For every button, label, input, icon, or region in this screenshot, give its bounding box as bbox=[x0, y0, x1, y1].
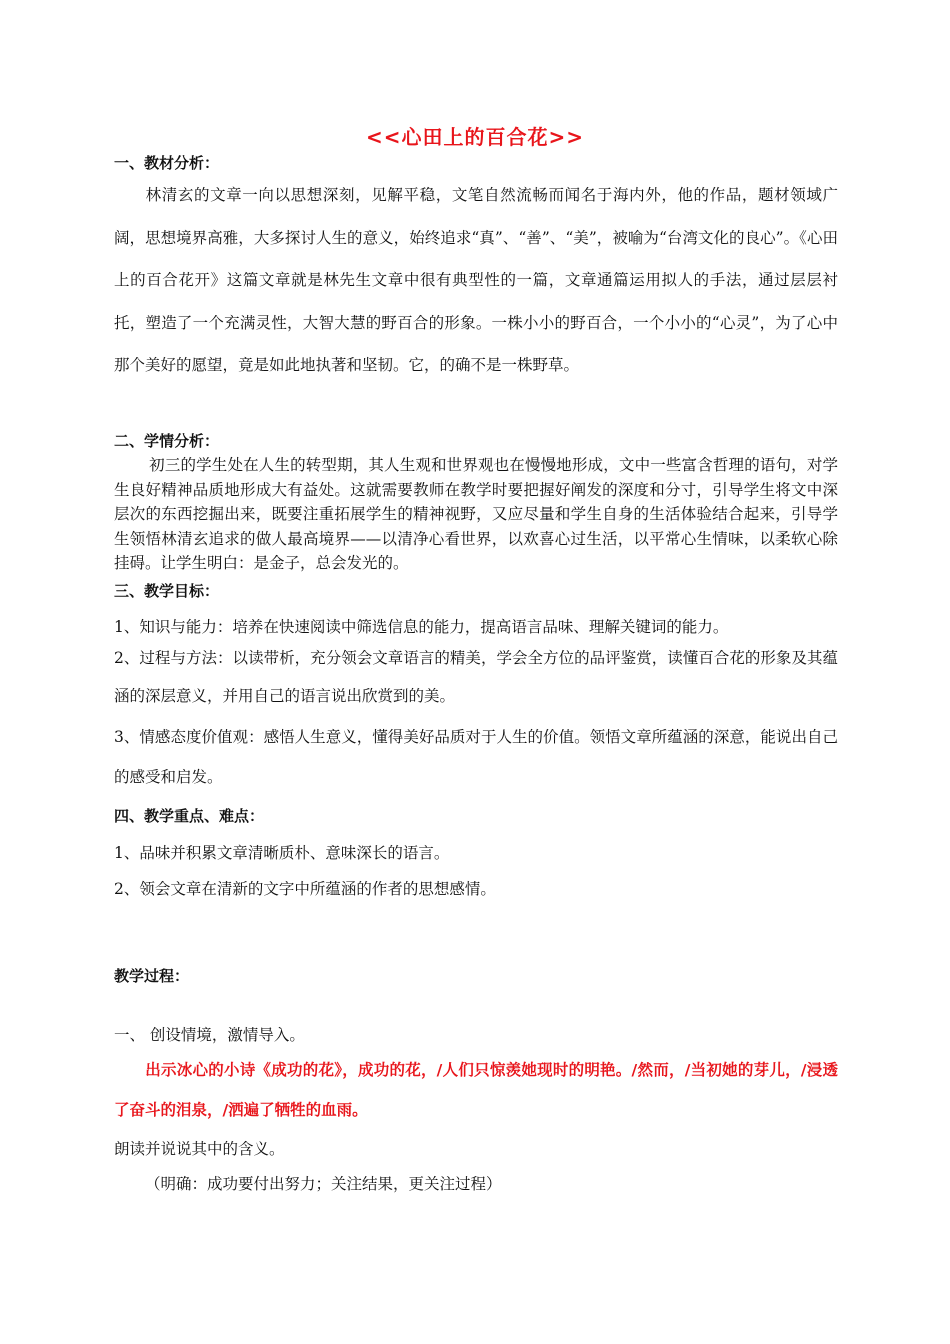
reading-instruction: 朗读并说说其中的含义。 bbox=[114, 1140, 285, 1158]
section-heading-learner-analysis: 二、学情分析： bbox=[114, 432, 220, 450]
learner-analysis-text: 初三的学生处在人生的转型期，其人生观和世界观也在慢慢地形成，文中一些富含哲理的语句，对学生良好精神品质地形成大有益处。这就需要教师在教学时要把握好阐发的深度和分寸，引导学生将文中深层次的东西挖掘出来，既要注重拓展学生的精神视野，又应尽量和学生自身的生活体验结合起来，引导学生领悟林清玄追求的做人最高境界——以清净心看世界，以欢喜心过生活，以平常心生情味，以柔软心除挂碍。让学生明白：是金子，总会发光的。 bbox=[114, 456, 838, 572]
process-step-1: 一、 创设情境，激情导入。 bbox=[114, 1026, 305, 1044]
section-heading-teaching-goals: 三、教学目标： bbox=[114, 582, 220, 600]
goal-item-emotion: 3、情感态度价值观：感悟人生意义，懂得美好品质对于人生的价值。领悟文章所蕴涵的深意，能说出自己的感受和启发。 bbox=[114, 728, 838, 786]
poem-excerpt bbox=[114, 1050, 838, 1130]
section-heading-textbook-analysis: 一、教材分析： bbox=[114, 154, 220, 172]
section-heading-key-points: 四、教学重点、难点： bbox=[114, 807, 265, 825]
section-heading-teaching-process: 教学过程： bbox=[114, 967, 190, 985]
textbook-analysis-paragraph bbox=[114, 174, 838, 387]
clarification-note: （明确：成功要付出努力；关注结果，更关注过程） bbox=[145, 1175, 502, 1193]
learner-analysis-paragraph bbox=[114, 453, 838, 576]
goal-item-process: 2、过程与方法：以读带析，充分领会文章语言的精美，学会全方位的品评鉴赏，读懂百合花的形象及其蕴涵的深层意义，并用自己的语言说出欣赏到的美。 bbox=[114, 649, 838, 705]
poem-excerpt-text: 出示冰心的小诗《成功的花》，成功的花，/人们只惊羡她现时的明艳。/然而，/当初她的芽儿，/浸透了奋斗的泪泉，/洒遍了牺牲的血雨。 bbox=[114, 1061, 838, 1119]
key-point-item-2: 2、领会文章在清新的文字中所蕴涵的作者的思想感情。 bbox=[114, 880, 496, 898]
goal-item-knowledge: 1、知识与能力：培养在快速阅读中筛选信息的能力，提高语言品味、理解关键词的能力。 bbox=[114, 618, 729, 636]
textbook-analysis-text: 林清玄的文章一向以思想深刻，见解平稳，文笔自然流畅而闻名于海内外，他的作品，题材领域广阔，思想境界高雅，大多探讨人生的意义，始终追求“真”、“善”、“美”，被喻为“台湾文化的良心”。《心田上的百合花开》这篇文章就是林先生文章中很有典型性的一篇，文章通篇运用拟人的手法，通过层层衬托，塑造了一个充满灵性，大智大慧的野百合的形象。一株小小的野百合，一个小小的“心灵”，为了心中那个美好的愿望，竟是如此地执著和坚韧。它，的确不是一株野草。 bbox=[114, 186, 838, 374]
key-point-item-1: 1、品味并积累文章清晰质朴、意味深长的语言。 bbox=[114, 844, 450, 862]
document-title: <<心田上的百合花>> bbox=[365, 125, 585, 149]
